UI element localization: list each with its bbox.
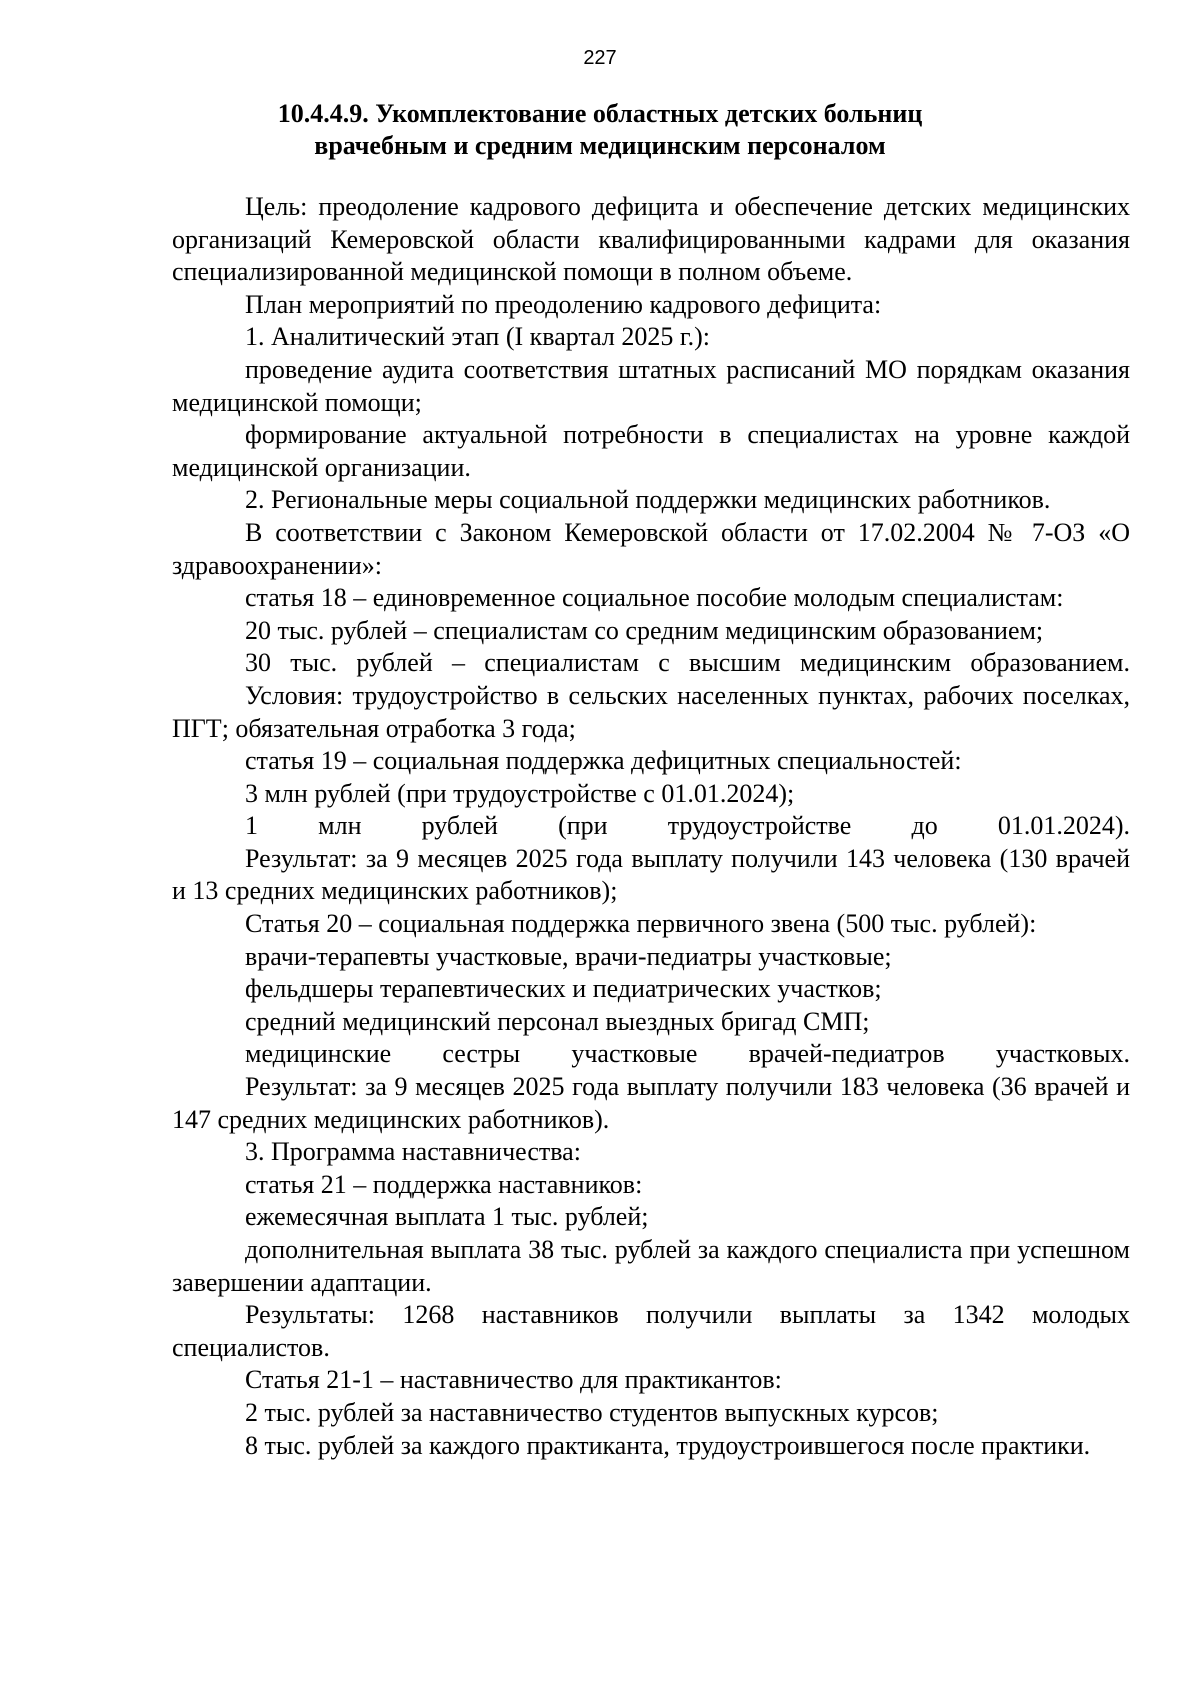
paragraph-article-20: Статья 20 – социальная поддержка первичного звена (500 тыс. рублей): <box>245 909 1037 939</box>
paragraph-article-19: статья 19 – социальная поддержка дефицитных специальностей: <box>245 746 962 776</box>
document-body <box>172 191 1130 1462</box>
paragraph-3mln: 3 млн рублей (при трудоустройстве с 01.01.2024); <box>245 778 795 808</box>
paragraph-plan-heading: План мероприятий по преодолению кадрового дефицита: <box>245 289 882 319</box>
paragraph-feldshers: фельдшеры терапевтических и педиатрических участков; <box>245 974 882 1004</box>
paragraph-smp: средний медицинский персонал выездных бригад СМП; <box>245 1006 870 1036</box>
paragraph-result-183: Результат: за 9 месяцев 2025 года выплату получили 183 человека (36 врачей и 147 средних медицинских работников). <box>172 1072 1130 1134</box>
paragraph-monthly: ежемесячная выплата 1 тыс. рублей; <box>245 1202 649 1232</box>
paragraph-30k: 30 тыс. рублей – специалистам с высшим медицинским образованием. <box>245 648 1130 678</box>
paragraph-result-143: Результат: за 9 месяцев 2025 года выплату получили 143 человека (130 врачей и 13 средних медицинских работников); <box>172 843 1130 906</box>
paragraph-20k: 20 тыс. рублей – специалистам со средним медицинским образованием; <box>245 615 1044 645</box>
paragraph-stage-2: 2. Региональные меры социальной поддержки медицинских работников. <box>245 485 1051 515</box>
paragraph-goal: Цель: преодоление кадрового дефицита и обеспечение детских медицинских организаций Кемеровской области квалифицированными кадрами для оказания специализированной медицинской помощи в полном объеме. <box>172 192 1130 287</box>
paragraph-article-18: статья 18 – единовременное социальное пособие молодым специалистам: <box>245 583 1064 613</box>
paragraph-1mln: 1 млн рублей (при трудоустройстве до 01.01.2024). <box>245 811 1130 841</box>
paragraph-law: В соответствии с Законом Кемеровской области от 17.02.2004 № 7-ОЗ «О здравоохранении»: <box>172 517 1130 580</box>
paragraph-article-21: статья 21 – поддержка наставников: <box>245 1169 643 1199</box>
paragraph-results-1268: Результаты: 1268 наставников получили выплаты за 1342 молодых специалистов. <box>172 1300 1130 1362</box>
paragraph-conditions: Условия: трудоустройство в сельских населенных пунктах, рабочих поселках, ПГТ; обязательная отработка 3 года; <box>172 680 1130 743</box>
section-title-line-1: 10.4.4.9. Укомплектование областных детских больниц <box>277 99 923 128</box>
paragraph-audit: проведение аудита соответствия штатных расписаний МО порядкам оказания медицинской помощи; <box>172 354 1130 417</box>
paragraph-stage-1: 1. Аналитический этап (I квартал 2025 г.): <box>245 322 710 352</box>
paragraph-8k: 8 тыс. рублей за каждого практиканта, трудоустроившегося после практики. <box>245 1430 1091 1460</box>
page-number: 227 <box>583 47 617 69</box>
paragraph-stage-3: 3. Программа наставничества: <box>245 1137 581 1167</box>
section-title-line-2: врачебным и средним медицинским персоналом <box>314 131 886 160</box>
paragraph-nurses: медицинские сестры участковые врачей-педиатров участковых. <box>245 1039 1130 1069</box>
paragraph-additional: дополнительная выплата 38 тыс. рублей за каждого специалиста при успешном завершении адаптации. <box>172 1235 1130 1297</box>
paragraph-article-21-1: Статья 21-1 – наставничество для практикантов: <box>245 1365 782 1395</box>
paragraph-demand: формирование актуальной потребности в специалистах на уровне каждой медицинской организации. <box>172 420 1130 482</box>
paragraph-therapists: врачи-терапевты участковые, врачи-педиатры участковые; <box>245 941 892 971</box>
paragraph-2k: 2 тыс. рублей за наставничество студентов выпускных курсов; <box>245 1397 939 1427</box>
section-title <box>150 98 1050 162</box>
